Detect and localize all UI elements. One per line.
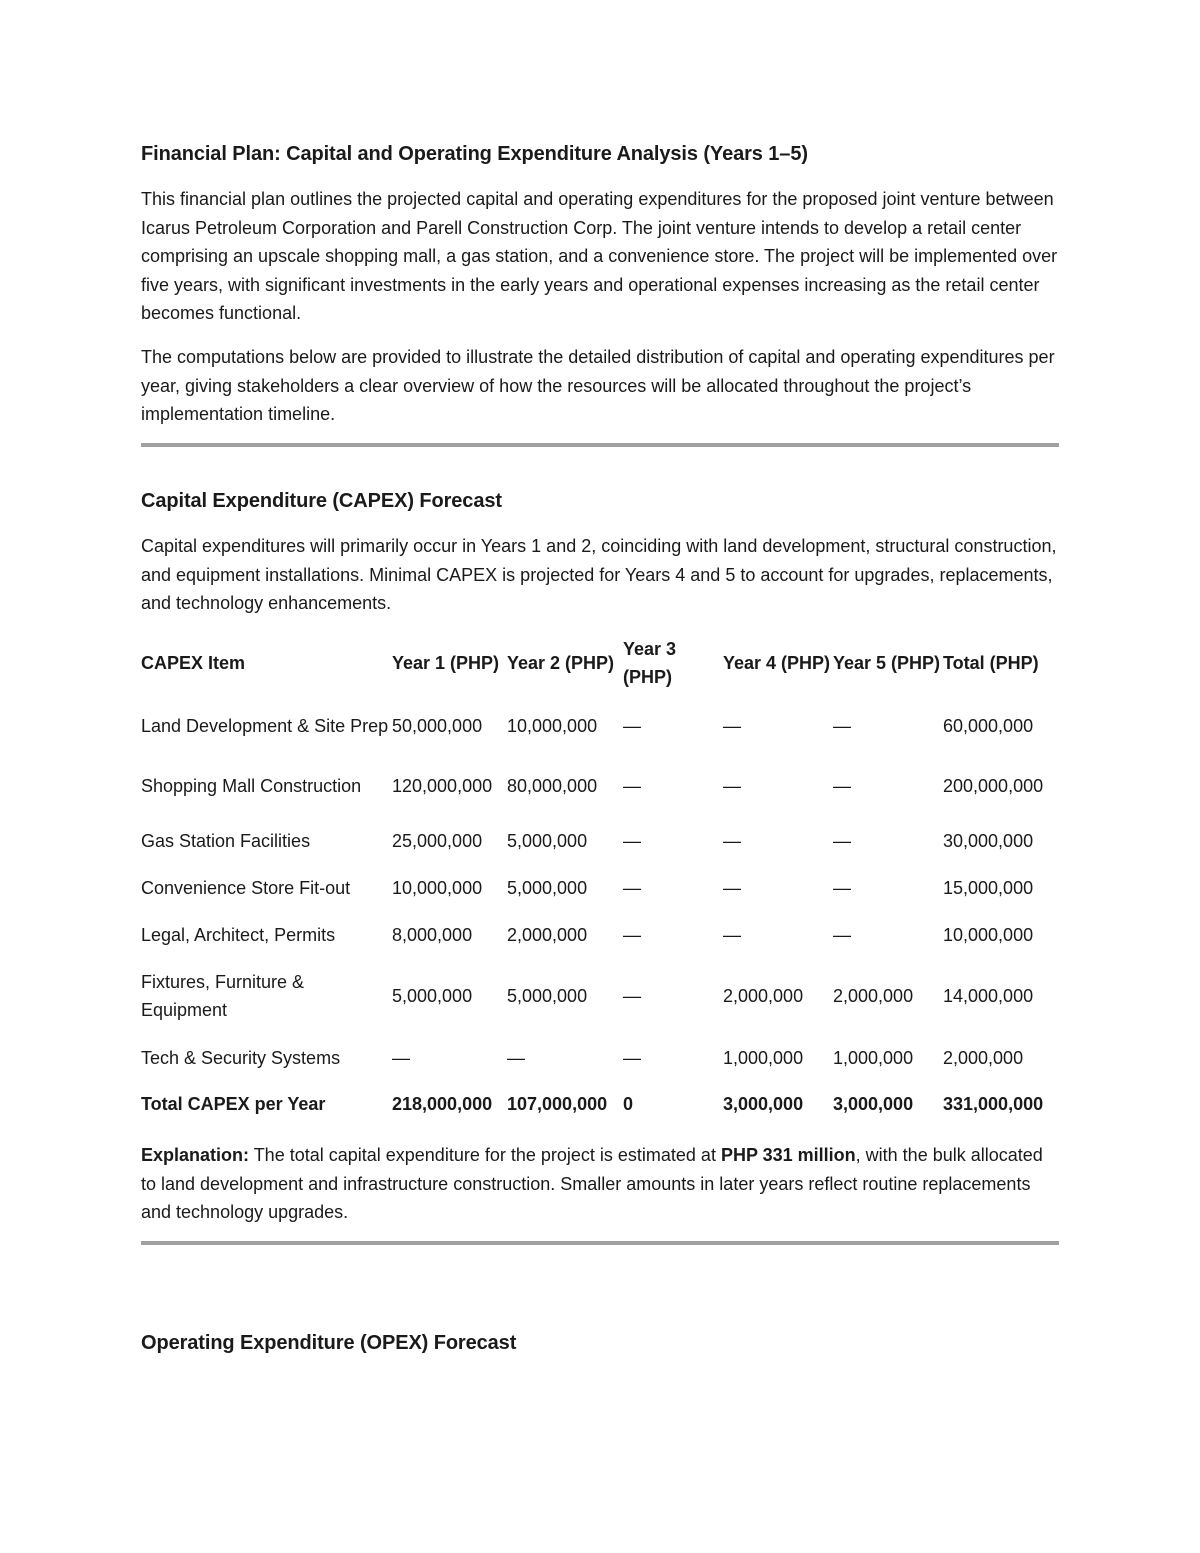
table-row bbox=[141, 1034, 1059, 1081]
table-cell: 2,000,000 bbox=[723, 986, 804, 1006]
table-cell: Land Development & Site Prep bbox=[141, 716, 389, 736]
table-cell: Gas Station Facilities bbox=[141, 830, 311, 851]
table-cell: — bbox=[723, 716, 741, 736]
table-cell: — bbox=[723, 877, 741, 898]
table-cell: — bbox=[833, 830, 851, 851]
table-cell: 14,000,000 bbox=[943, 986, 1034, 1006]
table-cell: — bbox=[623, 716, 641, 736]
table-row bbox=[141, 697, 1059, 755]
table-cell: Shopping Mall Construction bbox=[141, 776, 362, 796]
table-cell: — bbox=[623, 924, 641, 945]
table-cell: 2,000,000 bbox=[943, 1047, 1024, 1068]
table-cell: — bbox=[833, 924, 851, 945]
table-cell: — bbox=[623, 986, 641, 1006]
table-cell: Fixtures, Furniture & Equipment bbox=[141, 972, 305, 1020]
table-cell: 2,000,000 bbox=[507, 924, 588, 945]
table-cell: 5,000,000 bbox=[507, 877, 588, 898]
column-header: CAPEX Item bbox=[141, 653, 246, 673]
table-cell: — bbox=[723, 924, 741, 945]
table-row bbox=[141, 958, 1059, 1034]
table-cell: — bbox=[623, 1047, 641, 1068]
table-cell: 10,000,000 bbox=[943, 924, 1034, 945]
table-cell: 2,000,000 bbox=[833, 986, 914, 1006]
capex-table bbox=[141, 633, 1059, 1127]
document-title: Financial Plan: Capital and Operating Expenditure Analysis (Years 1–5) bbox=[141, 143, 808, 165]
table-cell: 3,000,000 bbox=[833, 1094, 914, 1114]
capex-heading: Capital Expenditure (CAPEX) Forecast bbox=[141, 490, 502, 512]
column-header: Year 4 (PHP) bbox=[723, 653, 831, 673]
table-cell: 107,000,000 bbox=[507, 1094, 608, 1114]
table-cell: — bbox=[623, 877, 641, 898]
table-row bbox=[141, 817, 1059, 864]
table-cell: 60,000,000 bbox=[943, 716, 1034, 736]
table-cell: Total CAPEX per Year bbox=[141, 1094, 326, 1114]
table-cell: 15,000,000 bbox=[943, 877, 1034, 898]
table-cell: — bbox=[723, 830, 741, 851]
table-cell: 3,000,000 bbox=[723, 1094, 804, 1114]
table-cell: — bbox=[833, 776, 851, 796]
table-cell: 1,000,000 bbox=[723, 1047, 804, 1068]
column-header: Year 3 (PHP) bbox=[623, 639, 677, 687]
table-header-row bbox=[141, 633, 1059, 693]
table-row bbox=[141, 755, 1059, 817]
table-cell: — bbox=[507, 1047, 525, 1068]
table-row bbox=[141, 911, 1059, 958]
section-divider bbox=[141, 1241, 1059, 1245]
capex-description: Capital expenditures will primarily occur in Years 1 and 2, coinciding with land development, structural construction, and equipment installations. Minimal CAPEX is projected for Years 4 and 5 to account for upgrades, replacements, and technology enhancements. bbox=[141, 536, 1057, 614]
table-cell: Convenience Store Fit-out bbox=[141, 877, 351, 898]
table-cell: 10,000,000 bbox=[507, 716, 598, 736]
table-cell: 25,000,000 bbox=[392, 830, 483, 851]
table-cell: 5,000,000 bbox=[507, 986, 588, 1006]
table-cell: — bbox=[833, 716, 851, 736]
table-cell: 80,000,000 bbox=[507, 776, 598, 796]
table-cell: 1,000,000 bbox=[833, 1047, 914, 1068]
opex-heading: Operating Expenditure (OPEX) Forecast bbox=[141, 1332, 517, 1354]
column-header: Year 1 (PHP) bbox=[392, 653, 500, 673]
table-cell: Legal, Architect, Permits bbox=[141, 924, 336, 945]
table-cell: 200,000,000 bbox=[943, 776, 1044, 796]
table-cell: 5,000,000 bbox=[392, 986, 473, 1006]
table-cell: 50,000,000 bbox=[392, 716, 483, 736]
table-cell: — bbox=[623, 830, 641, 851]
table-row bbox=[141, 864, 1059, 911]
table-total-row bbox=[141, 1081, 1059, 1127]
table-cell: 0 bbox=[623, 1094, 634, 1114]
table-cell: — bbox=[723, 776, 741, 796]
table-cell: 5,000,000 bbox=[507, 830, 588, 851]
table-cell: — bbox=[833, 877, 851, 898]
table-cell: 10,000,000 bbox=[392, 877, 483, 898]
table-cell: — bbox=[392, 1047, 410, 1068]
column-header: Year 5 (PHP) bbox=[833, 653, 941, 673]
explanation-text: , with the bulk allocated to land development and infrastructure construction. Smaller amounts in later years reflect routine replacements and technology upgrades. bbox=[141, 1145, 1043, 1223]
table-cell: — bbox=[623, 776, 641, 796]
section-divider bbox=[141, 443, 1059, 447]
column-header: Year 2 (PHP) bbox=[507, 653, 615, 673]
intro-paragraph-1: This financial plan outlines the projected capital and operating expenditures for the proposed joint venture between Icarus Petroleum Corporation and Parell Construction Corp. The joint venture intends to develop a retail center comprising an upscale shopping mall, a gas station, and a convenience store. The project will be implemented over five years, with significant investments in the early years and operational expenses increasing as the retail center becomes functional. bbox=[141, 189, 1058, 324]
table-cell: 331,000,000 bbox=[943, 1094, 1044, 1114]
table-cell: 30,000,000 bbox=[943, 830, 1034, 851]
table-cell: 8,000,000 bbox=[392, 924, 473, 945]
intro-paragraph-2: The computations below are provided to illustrate the detailed distribution of capital and operating expenditures per year, giving stakeholders a clear overview of how the resources will be allocated throughout the project’s implementation timeline. bbox=[141, 347, 1055, 425]
capex-explanation bbox=[141, 1141, 1059, 1227]
table-cell: Tech & Security Systems bbox=[141, 1047, 341, 1068]
explanation-label: Explanation: bbox=[141, 1145, 250, 1165]
table-cell: 120,000,000 bbox=[392, 776, 493, 796]
explanation-text: The total capital expenditure for the project is estimated at bbox=[249, 1145, 721, 1165]
column-header: Total (PHP) bbox=[943, 653, 1039, 673]
table-cell: 218,000,000 bbox=[392, 1094, 493, 1114]
explanation-highlight: PHP 331 million bbox=[720, 1145, 856, 1165]
